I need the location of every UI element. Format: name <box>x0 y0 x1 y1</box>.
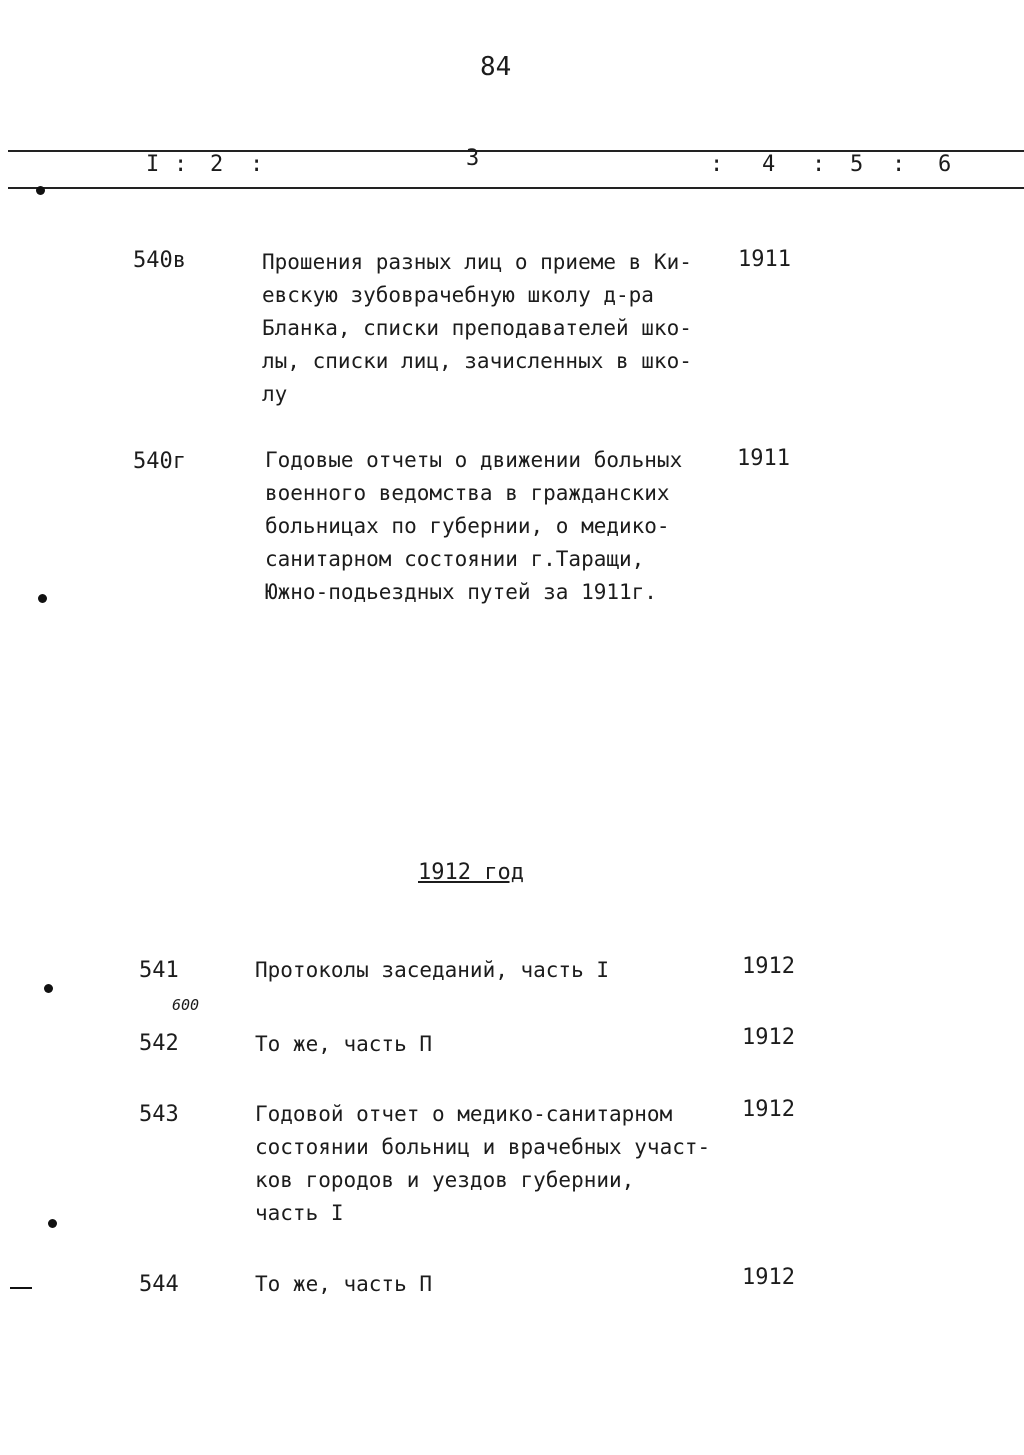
punch-hole-mark <box>48 1219 57 1228</box>
column-2-label: 2 <box>210 152 224 177</box>
column-separator: : <box>892 152 906 177</box>
column-1-label: I <box>146 152 160 177</box>
entry-description: Прошения разных лиц о приеме в Ки- евскую зубоврачебную школу д-ра Бланка, списки преподавателей шко- лы, списки лиц, зачисленных в шко- лу <box>262 250 692 406</box>
entry-year: 1912 <box>742 954 795 979</box>
entry-description: Годовой отчет о медико-санитарном состоянии больниц и врачебных участ- ков городов и уездов губернии, часть I <box>255 1102 711 1225</box>
entry-year: 1912 <box>742 1025 795 1050</box>
column-separator: : <box>710 152 724 177</box>
inventory-number: 541 <box>139 958 179 983</box>
section-title: 1912 год <box>418 860 524 885</box>
inventory-number: 540г <box>133 449 186 474</box>
column-6-label: 6 <box>938 152 952 177</box>
header-rule-top <box>8 150 1024 152</box>
entry-description: То же, часть П <box>255 1032 433 1056</box>
punch-hole-mark <box>38 594 47 603</box>
punch-hole-mark <box>36 186 45 195</box>
page-number: 84 <box>480 52 512 82</box>
column-separator: : <box>174 152 188 177</box>
inventory-number: 544 <box>139 1272 179 1297</box>
entry-description: Протоколы заседаний, часть I <box>255 958 610 982</box>
margin-mark <box>10 1287 32 1289</box>
punch-hole-mark <box>44 984 53 993</box>
entry-year: 1911 <box>738 247 791 272</box>
column-3-label: 3 <box>466 146 480 171</box>
column-separator: : <box>812 152 826 177</box>
inventory-number: 542 <box>139 1031 179 1056</box>
column-separator: : <box>250 152 264 177</box>
header-rule-bottom <box>8 187 1024 189</box>
inventory-number: 543 <box>139 1102 179 1127</box>
column-5-label: 5 <box>850 152 864 177</box>
entry-year: 1912 <box>742 1097 795 1122</box>
entry-description: Годовые отчеты о движении больных военного ведомства в гражданских больницах по губернии, о медико- санитарном состоянии г.Таращи, Южно-подьездных путей за 1911г. <box>265 448 683 604</box>
entry-year: 1912 <box>742 1265 795 1290</box>
handwritten-note: 600 <box>172 996 200 1014</box>
column-4-label: 4 <box>762 152 776 177</box>
entry-year: 1911 <box>737 446 790 471</box>
inventory-number: 540в <box>133 248 186 273</box>
entry-description: То же, часть П <box>255 1272 433 1296</box>
